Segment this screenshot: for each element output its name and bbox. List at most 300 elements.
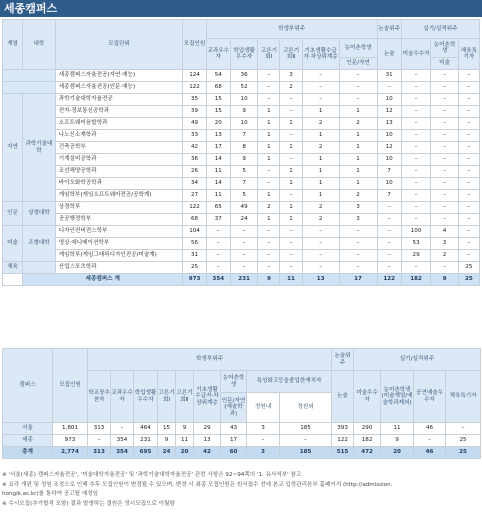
value-cell: – bbox=[458, 130, 479, 142]
value-cell: 1 bbox=[302, 154, 339, 166]
value-cell: 1 bbox=[302, 178, 339, 190]
value-cell: – bbox=[431, 166, 458, 178]
value-cell: 15 bbox=[206, 94, 230, 106]
value-cell: – bbox=[339, 94, 377, 106]
value-cell: – bbox=[458, 118, 479, 130]
value-cell: 13 bbox=[194, 435, 221, 447]
unit-cell: 디자인컨버전스학부 bbox=[55, 226, 183, 238]
value-cell: 46 bbox=[414, 423, 446, 435]
grand-total-cell: 60 bbox=[221, 447, 247, 459]
value-cell: – bbox=[458, 190, 479, 202]
header-col7: 논술 bbox=[377, 39, 401, 70]
header-col9b: 미술 bbox=[431, 58, 458, 70]
value-cell: 33 bbox=[183, 130, 206, 142]
value-cell: 1 bbox=[339, 178, 377, 190]
footnote: ※ 요각 개편 및 정원 조정으로 인해 추후 모집인원이 변경될 수 있으며, 변경 시 최종 모집인원은 원서접수 전에 본교 입학관리본부 홈페이지 (http://admission. bbox=[2, 481, 393, 488]
campus-title-bar bbox=[0, 0, 482, 17]
value-cell: 25 bbox=[446, 435, 481, 447]
value-cell: 2 bbox=[280, 82, 302, 94]
value-cell: – bbox=[206, 226, 230, 238]
header-gyeyeol: 계열 bbox=[3, 20, 23, 70]
value-cell: 1 bbox=[258, 142, 280, 154]
value-cell: – bbox=[230, 238, 257, 250]
value-cell: 7 bbox=[377, 190, 401, 202]
header-col6b: 인문/자연 bbox=[339, 58, 377, 70]
value-cell: 7 bbox=[230, 130, 257, 142]
value-cell: – bbox=[206, 262, 230, 274]
value-cell: – bbox=[458, 82, 479, 94]
value-cell: 2 bbox=[302, 142, 339, 154]
header-col5: 기초생활수급자·차상위계층 bbox=[302, 39, 339, 70]
value-cell: 17 bbox=[206, 142, 230, 154]
value-cell: – bbox=[377, 262, 401, 274]
gyeyeol-cell: 인문 bbox=[3, 202, 23, 226]
value-cell: – bbox=[401, 130, 431, 142]
value-cell: 2 bbox=[339, 118, 377, 130]
header-col8: 미술우수자 bbox=[401, 39, 431, 70]
value-cell: – bbox=[458, 178, 479, 190]
value-cell: 14 bbox=[206, 154, 230, 166]
value-cell: 29 bbox=[194, 423, 221, 435]
value-cell: 10 bbox=[377, 178, 401, 190]
header-col6a: 농어촌학생 bbox=[339, 39, 377, 58]
table-row bbox=[3, 226, 480, 238]
value-cell: – bbox=[302, 226, 339, 238]
value-cell: – bbox=[111, 423, 134, 435]
unit-cell: 공공행정학부 bbox=[55, 214, 183, 226]
value-cell: – bbox=[258, 250, 280, 262]
value-cell: 15 bbox=[158, 423, 176, 435]
value-cell: 25 bbox=[183, 262, 206, 274]
value-cell: – bbox=[339, 262, 377, 274]
value-cell: 49 bbox=[230, 202, 257, 214]
value-cell: 973 bbox=[53, 435, 88, 447]
grand-total-label: 총계 bbox=[3, 447, 53, 459]
value-cell: – bbox=[458, 166, 479, 178]
value-cell: 354 bbox=[111, 435, 134, 447]
grand-total-cell: 313 bbox=[88, 447, 111, 459]
value-cell: 12 bbox=[377, 142, 401, 154]
value-cell: – bbox=[377, 250, 401, 262]
value-cell: – bbox=[88, 435, 111, 447]
value-cell: 9 bbox=[230, 106, 257, 118]
value-cell: 13 bbox=[206, 130, 230, 142]
value-cell: 43 bbox=[221, 423, 247, 435]
value-cell: – bbox=[401, 154, 431, 166]
header-c8: 특성화고등을졸업한재직자 bbox=[247, 371, 332, 393]
value-cell: 11 bbox=[381, 423, 414, 435]
table-row bbox=[3, 82, 480, 94]
value-cell: 13 bbox=[377, 118, 401, 130]
value-cell: 1 bbox=[258, 190, 280, 202]
total-cell: 231 bbox=[230, 274, 257, 286]
sejong-admissions-table bbox=[2, 19, 480, 286]
header-silgi: 실기/실적위주 bbox=[401, 20, 479, 39]
value-cell: – bbox=[458, 142, 479, 154]
value-cell: – bbox=[431, 106, 458, 118]
value-cell: 464 bbox=[134, 423, 158, 435]
unit-cell: 전자·정보통신공학과 bbox=[55, 106, 183, 118]
value-cell: – bbox=[230, 262, 257, 274]
value-cell: – bbox=[280, 130, 302, 142]
header-silgi: 실기/실적위주 bbox=[354, 349, 481, 371]
value-cell: – bbox=[401, 94, 431, 106]
value-cell: 15 bbox=[206, 106, 230, 118]
value-cell: 5 bbox=[230, 166, 257, 178]
value-cell: – bbox=[401, 166, 431, 178]
total-cell: 122 bbox=[377, 274, 401, 286]
table-row bbox=[3, 118, 480, 130]
value-cell: 10 bbox=[230, 94, 257, 106]
value-cell: – bbox=[280, 154, 302, 166]
table-row bbox=[3, 70, 480, 82]
grand-total-cell: 20 bbox=[176, 447, 194, 459]
value-cell: 31 bbox=[183, 250, 206, 262]
value-cell: – bbox=[431, 190, 458, 202]
value-cell: – bbox=[339, 226, 377, 238]
value-cell: – bbox=[401, 178, 431, 190]
value-cell: 1 bbox=[280, 118, 302, 130]
value-cell: – bbox=[431, 118, 458, 130]
header-hakseng: 학생부위주 bbox=[206, 20, 377, 39]
value-cell: – bbox=[302, 238, 339, 250]
unit-cell: 과학기술대학자율전공 bbox=[55, 94, 183, 106]
value-cell: – bbox=[206, 238, 230, 250]
header-c9: 정원내 bbox=[247, 393, 280, 423]
value-cell: – bbox=[377, 202, 401, 214]
value-cell: 9 bbox=[381, 435, 414, 447]
header-c12: 미술우수자 bbox=[354, 371, 381, 423]
value-cell: 9 bbox=[158, 435, 176, 447]
value-cell: 1 bbox=[339, 166, 377, 178]
header-c4: 고른기회Ⅰ bbox=[158, 371, 176, 423]
value-cell: – bbox=[458, 202, 479, 214]
gyeyeol-cell: 자연 bbox=[3, 94, 23, 202]
total-cell: 973 bbox=[183, 274, 206, 286]
header-col3: 고른기회Ⅰ bbox=[258, 39, 280, 70]
header-col1: 교과우수자 bbox=[206, 39, 230, 70]
value-cell: – bbox=[458, 106, 479, 118]
value-cell: – bbox=[431, 142, 458, 154]
value-cell: – bbox=[446, 423, 481, 435]
table-row bbox=[3, 142, 480, 154]
value-cell: 3 bbox=[339, 202, 377, 214]
campus-title: 세종캠퍼스 bbox=[4, 2, 58, 15]
header-c7a: 농어촌학생 bbox=[221, 371, 247, 393]
total-cell: 13 bbox=[302, 274, 339, 286]
header-hakseng: 학생부위주 bbox=[88, 349, 332, 371]
value-cell: – bbox=[302, 82, 339, 94]
header-c1: 학교장추천자 bbox=[88, 371, 111, 423]
value-cell: 2 bbox=[302, 118, 339, 130]
header-col2: 학업생활우수자 bbox=[230, 39, 257, 70]
value-cell: – bbox=[280, 190, 302, 202]
group-cell bbox=[3, 82, 56, 94]
value-cell: 17 bbox=[221, 435, 247, 447]
value-cell: – bbox=[458, 226, 479, 238]
value-cell: – bbox=[302, 94, 339, 106]
value-cell: – bbox=[431, 82, 458, 94]
value-cell: 2 bbox=[302, 202, 339, 214]
value-cell: – bbox=[431, 262, 458, 274]
value-cell: 11 bbox=[176, 435, 194, 447]
header-nonsul: 논술위주 bbox=[332, 349, 354, 371]
value-cell: – bbox=[401, 82, 431, 94]
value-cell: 1 bbox=[280, 166, 302, 178]
value-cell: – bbox=[302, 70, 339, 82]
value-cell: 20 bbox=[206, 118, 230, 130]
value-cell: 122 bbox=[332, 435, 354, 447]
header-c3: 학업생활우수자 bbox=[134, 371, 158, 423]
header-c5: 고른기회Ⅱ bbox=[176, 371, 194, 423]
value-cell: 4 bbox=[431, 226, 458, 238]
value-cell: 56 bbox=[183, 238, 206, 250]
value-cell: 1 bbox=[280, 142, 302, 154]
footnote: hongik.ac.kr)를 통하여 공고될 예정임 bbox=[2, 491, 99, 497]
header-c6: 기초생활수급자·차상위계층 bbox=[194, 371, 221, 423]
value-cell: – bbox=[230, 250, 257, 262]
value-cell: 9 bbox=[176, 423, 194, 435]
total-cell: 11 bbox=[280, 274, 302, 286]
unit-cell: 게임학부(게임그래픽디자인전공/미술계) bbox=[55, 250, 183, 262]
value-cell: – bbox=[401, 202, 431, 214]
value-cell: – bbox=[247, 435, 280, 447]
value-cell: – bbox=[431, 214, 458, 226]
value-cell: – bbox=[431, 202, 458, 214]
value-cell: 3 bbox=[431, 238, 458, 250]
value-cell: – bbox=[401, 214, 431, 226]
value-cell: – bbox=[339, 238, 377, 250]
unit-cell: 나노신소재학과 bbox=[55, 130, 183, 142]
value-cell: 1 bbox=[280, 202, 302, 214]
value-cell: 37 bbox=[206, 214, 230, 226]
value-cell: – bbox=[377, 226, 401, 238]
unit-cell: 소프트웨어융합학과 bbox=[55, 118, 183, 130]
table-row bbox=[3, 94, 480, 106]
value-cell: 7 bbox=[377, 166, 401, 178]
value-cell: – bbox=[280, 435, 332, 447]
grand-total-cell: 24 bbox=[158, 447, 176, 459]
grand-total-cell: 695 bbox=[134, 447, 158, 459]
total-cell: 17 bbox=[339, 274, 377, 286]
value-cell: 1 bbox=[302, 106, 339, 118]
value-cell: 25 bbox=[458, 262, 479, 274]
value-cell: – bbox=[377, 82, 401, 94]
table-row bbox=[3, 238, 480, 250]
value-cell: – bbox=[458, 70, 479, 82]
value-cell: – bbox=[258, 94, 280, 106]
value-cell: 1 bbox=[339, 154, 377, 166]
value-cell: – bbox=[458, 250, 479, 262]
value-cell: – bbox=[258, 238, 280, 250]
table-row bbox=[3, 130, 480, 142]
header-mojip-inwon: 모집인원 bbox=[183, 20, 206, 70]
value-cell: 10 bbox=[377, 130, 401, 142]
unit-cell: 건축공학부 bbox=[55, 142, 183, 154]
value-cell: 393 bbox=[332, 423, 354, 435]
table-row bbox=[3, 178, 480, 190]
table-row bbox=[3, 423, 481, 435]
value-cell: – bbox=[258, 70, 280, 82]
value-cell: – bbox=[458, 238, 479, 250]
total-cell: 9 bbox=[258, 274, 280, 286]
value-cell: – bbox=[401, 262, 431, 274]
value-cell: – bbox=[458, 214, 479, 226]
value-cell: 313 bbox=[88, 423, 111, 435]
total-cell: 25 bbox=[458, 274, 479, 286]
unit-cell: 산업스포츠학과 bbox=[55, 262, 183, 274]
value-cell: – bbox=[339, 82, 377, 94]
value-cell: – bbox=[377, 238, 401, 250]
value-cell: – bbox=[458, 94, 479, 106]
value-cell: – bbox=[258, 82, 280, 94]
unit-cell: 조선해양공학과 bbox=[55, 166, 183, 178]
value-cell: 124 bbox=[183, 70, 206, 82]
value-cell: – bbox=[280, 262, 302, 274]
value-cell: – bbox=[401, 142, 431, 154]
gyeyeol-cell: 체육 bbox=[3, 262, 23, 274]
value-cell: 42 bbox=[183, 142, 206, 154]
value-cell: – bbox=[230, 226, 257, 238]
total-label: 세종캠퍼스 계 bbox=[23, 274, 183, 286]
value-cell: 8 bbox=[230, 142, 257, 154]
grand-total-cell: 20 bbox=[381, 447, 414, 459]
unit-cell: 상경학부 bbox=[55, 202, 183, 214]
value-cell: 39 bbox=[183, 106, 206, 118]
value-cell: 31 bbox=[377, 70, 401, 82]
header-col10: 체육특기자 bbox=[458, 39, 479, 70]
value-cell: 24 bbox=[230, 214, 257, 226]
grand-total-cell: 354 bbox=[111, 447, 134, 459]
value-cell: 2 bbox=[339, 190, 377, 202]
table-row bbox=[3, 202, 480, 214]
unit-cell: 영상·애니메이션학부 bbox=[55, 238, 183, 250]
value-cell: 54 bbox=[206, 70, 230, 82]
header-daehak: 대학 bbox=[23, 20, 56, 70]
value-cell: – bbox=[431, 94, 458, 106]
grand-total-cell: 25 bbox=[446, 447, 481, 459]
daehak-cell: 상경대학 bbox=[23, 202, 56, 226]
grand-total-cell: 3 bbox=[247, 447, 280, 459]
table-row bbox=[3, 250, 480, 262]
header-c2: 교과우수자 bbox=[111, 371, 134, 423]
value-cell: 53 bbox=[401, 238, 431, 250]
value-cell: – bbox=[280, 106, 302, 118]
value-cell: 1 bbox=[258, 130, 280, 142]
table-row bbox=[3, 435, 481, 447]
header-mojip-unit: 모집단위 bbox=[55, 20, 183, 70]
grand-total-cell: 472 bbox=[354, 447, 381, 459]
value-cell: – bbox=[458, 154, 479, 166]
value-cell: 5 bbox=[230, 190, 257, 202]
value-cell: 1 bbox=[258, 118, 280, 130]
value-cell: 34 bbox=[183, 178, 206, 190]
value-cell: 11 bbox=[206, 190, 230, 202]
daehak-cell: 조형대학 bbox=[23, 226, 56, 262]
value-cell: – bbox=[339, 250, 377, 262]
daehak-cell: 과학기술대학 bbox=[23, 94, 56, 202]
group-cell bbox=[3, 70, 56, 82]
value-cell: 1 bbox=[339, 106, 377, 118]
value-cell: – bbox=[280, 250, 302, 262]
value-cell: – bbox=[377, 214, 401, 226]
value-cell: – bbox=[258, 262, 280, 274]
footnotes bbox=[2, 471, 480, 509]
table-row bbox=[3, 190, 480, 202]
value-cell: – bbox=[258, 226, 280, 238]
value-cell: – bbox=[339, 70, 377, 82]
value-cell: 9 bbox=[230, 154, 257, 166]
value-cell: 1 bbox=[302, 190, 339, 202]
total-cell: 9 bbox=[431, 274, 458, 286]
value-cell: 68 bbox=[183, 214, 206, 226]
campus-cell: 세종 bbox=[3, 435, 53, 447]
header-c13: 농어촌학생(미술계열/예술학과제외) bbox=[381, 371, 414, 423]
value-cell: 2 bbox=[258, 202, 280, 214]
value-cell: 1,801 bbox=[53, 423, 88, 435]
value-cell: – bbox=[401, 118, 431, 130]
value-cell: 12 bbox=[377, 106, 401, 118]
total-cell: 354 bbox=[206, 274, 230, 286]
value-cell: 1 bbox=[339, 130, 377, 142]
value-cell: 122 bbox=[183, 202, 206, 214]
value-cell: 10 bbox=[377, 94, 401, 106]
value-cell: 68 bbox=[206, 82, 230, 94]
table-row bbox=[3, 262, 480, 274]
value-cell: 1 bbox=[258, 106, 280, 118]
value-cell: – bbox=[280, 238, 302, 250]
value-cell: 10 bbox=[377, 154, 401, 166]
unit-cell: 게임학부(게임소프트웨어전공/공학계) bbox=[55, 190, 183, 202]
value-cell: 36 bbox=[183, 154, 206, 166]
value-cell: – bbox=[431, 70, 458, 82]
table-row bbox=[3, 214, 480, 226]
value-cell: – bbox=[401, 190, 431, 202]
value-cell: – bbox=[280, 226, 302, 238]
value-cell: 29 bbox=[401, 250, 431, 262]
value-cell: 2 bbox=[302, 214, 339, 226]
value-cell: 3 bbox=[280, 70, 302, 82]
value-cell: 36 bbox=[230, 70, 257, 82]
header-c14: 공연예술우수자 bbox=[414, 371, 446, 423]
campus-cell: 서울 bbox=[3, 423, 53, 435]
value-cell: 27 bbox=[183, 190, 206, 202]
value-cell: – bbox=[431, 130, 458, 142]
value-cell: 7 bbox=[230, 178, 257, 190]
total-cell: 182 bbox=[401, 274, 431, 286]
value-cell: 1 bbox=[280, 214, 302, 226]
table-row bbox=[3, 166, 480, 178]
value-cell: 100 bbox=[401, 226, 431, 238]
value-cell: 65 bbox=[206, 202, 230, 214]
value-cell: 11 bbox=[206, 166, 230, 178]
header-col9a: 농어촌학생 bbox=[431, 39, 458, 58]
value-cell: 26 bbox=[183, 166, 206, 178]
value-cell: 1 bbox=[302, 166, 339, 178]
value-cell: – bbox=[302, 250, 339, 262]
header-c10: 정원외 bbox=[280, 393, 332, 423]
gyeyeol-cell: 미술 bbox=[3, 226, 23, 262]
value-cell: 185 bbox=[280, 423, 332, 435]
header-mojip: 모집인원 bbox=[53, 349, 88, 423]
footnote: ※ 수시모집(추가합격 포함) 결과 발생하는 결원은 정시모집으로 이월함 bbox=[2, 500, 175, 507]
value-cell: – bbox=[258, 166, 280, 178]
header-campus: 캠퍼스 bbox=[3, 349, 53, 423]
value-cell: 49 bbox=[183, 118, 206, 130]
table-row bbox=[3, 106, 480, 118]
unit-cell: 기계설비공학과 bbox=[55, 154, 183, 166]
value-cell: 231 bbox=[134, 435, 158, 447]
